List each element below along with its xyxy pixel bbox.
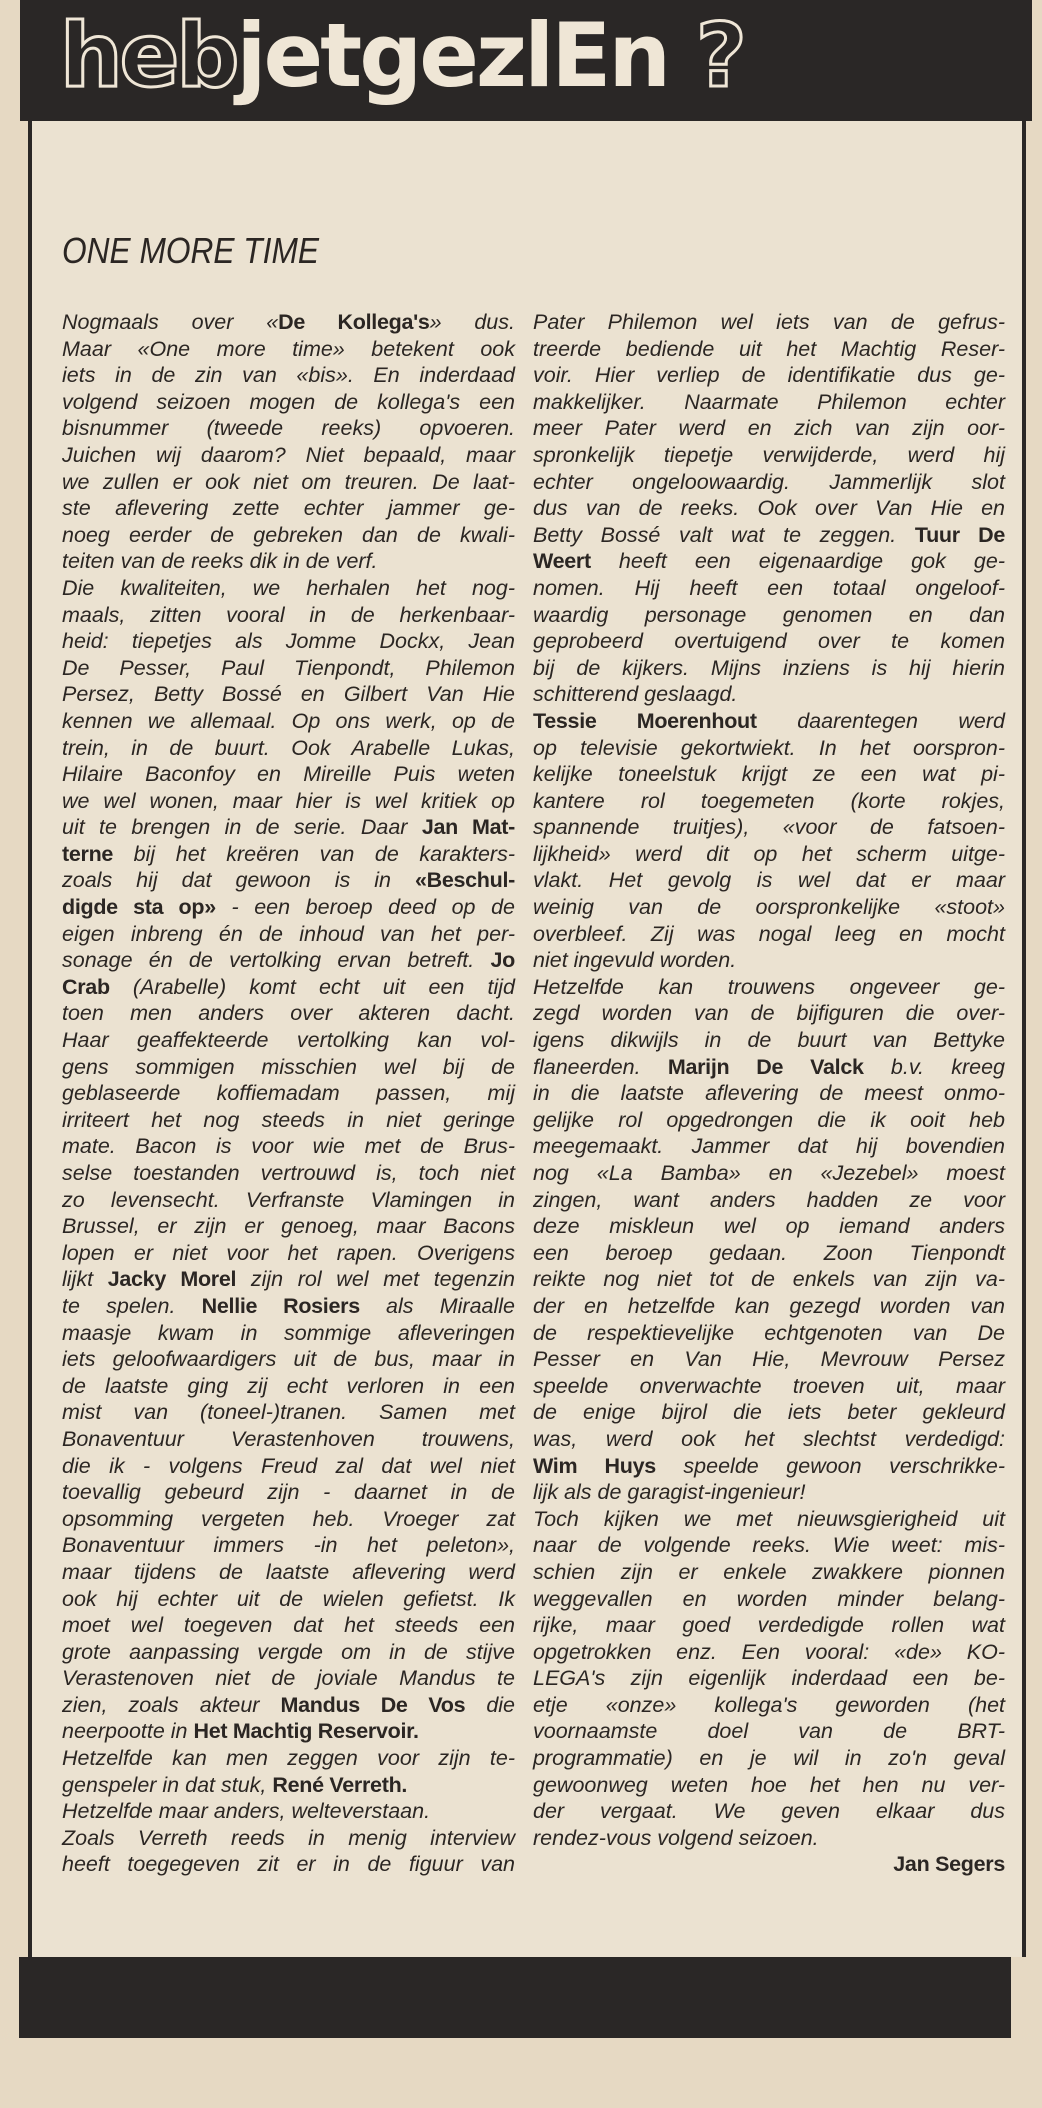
article-line <box>533 761 1005 788</box>
text-run: speelde gewoon verschrikke- <box>655 1453 1005 1478</box>
article-line <box>533 814 1005 841</box>
article-line <box>62 1825 515 1852</box>
text-run: flaneerden. <box>533 1054 668 1079</box>
text-run: Hilaire Baconfoy en Mireille Puis weten <box>62 762 515 787</box>
article-line <box>533 336 1005 363</box>
text-run: Betty Bossé valt wat te zeggen. <box>533 522 915 547</box>
text-run: Bonaventuur Verastenhoven trouwens, <box>62 1426 515 1451</box>
article-line <box>533 575 1005 602</box>
article-line <box>62 708 515 735</box>
text-run: De Pesser, Paul Tienpondt, Philemon <box>62 655 515 680</box>
article-line <box>62 1107 515 1134</box>
article-line <box>62 735 515 762</box>
text-run: lijkt <box>62 1267 108 1292</box>
text-run: maar tijdens de laatste aflevering werd <box>62 1559 515 1584</box>
logo-solid-text: jetgezlEn <box>236 4 669 107</box>
article-line <box>533 867 1005 894</box>
article-line <box>533 681 1005 708</box>
article-line <box>533 309 1005 336</box>
article-line <box>533 974 1005 1001</box>
article-line <box>62 1798 515 1825</box>
text-run: gens sommigen misschien wel bij de <box>62 1054 515 1079</box>
article-line <box>62 469 515 496</box>
bold-name: Jan Segers <box>893 1852 1005 1877</box>
article-line <box>533 362 1005 389</box>
text-run: overbleef. Zij was nogal leeg en mocht <box>533 921 1005 946</box>
text-run: kantere rol toegemeten (korte rokjes, <box>533 788 1005 813</box>
article-line <box>533 1586 1005 1613</box>
article-line <box>62 1506 515 1533</box>
article-line <box>533 708 1005 735</box>
article-line <box>62 495 515 522</box>
text-run: lijk als de garagist-ingenieur! <box>533 1480 806 1505</box>
text-run: (Arabelle) komt echt uit een tijd <box>109 974 515 999</box>
text-run: mist van (toneel-)tranen. Samen met <box>62 1400 515 1425</box>
article-line <box>62 1266 515 1293</box>
text-run: geprobeerd overtuigend over te komen <box>533 629 1005 654</box>
text-run: ook hij echter uit de wielen gefietst. Ik <box>62 1586 515 1611</box>
text-run: Nogmaals over « <box>62 310 279 334</box>
text-run: de laatste ging zij echt verloren in een <box>62 1373 515 1398</box>
text-run: waardig personage genomen en dan <box>533 602 1005 627</box>
article-line <box>62 841 515 868</box>
article-line <box>533 1133 1005 1160</box>
text-run: spronkelijk tiepetje verwijderde, werd hij <box>533 442 1005 467</box>
bold-name: Het Machtig Reservoir. <box>193 1719 419 1744</box>
text-run: Toch kijken we met nieuwsgierigheid uit <box>533 1506 1005 1531</box>
bold-name: Crab <box>62 974 110 999</box>
article-line <box>533 1506 1005 1533</box>
article-title: ONE MORE TIME <box>62 230 319 271</box>
footer-band <box>19 1957 1011 2038</box>
text-run: Verastenoven niet de joviale Mandus te <box>62 1666 515 1691</box>
article-line <box>62 1479 515 1506</box>
header-band <box>20 0 1032 121</box>
bold-name: Jan Mat- <box>421 815 515 840</box>
article-line <box>533 921 1005 948</box>
text-run: zijn rol wel met tegenzin <box>236 1267 515 1292</box>
text-run: programmatie) en je wil in zo'n geval <box>533 1746 1005 1771</box>
article-line <box>62 1399 515 1426</box>
bold-name: Tessie Moerenhout <box>533 708 757 733</box>
article-line <box>62 1054 515 1081</box>
text-run: Hetzelfde kan men zeggen voor zijn te- <box>62 1746 515 1771</box>
article-line <box>533 1213 1005 1240</box>
article-line <box>62 389 515 416</box>
text-run: Pesser en Van Hie, Mevrouw Persez <box>533 1347 1005 1372</box>
text-run: de respektievelijke echtgenoten van De <box>533 1320 1005 1345</box>
text-run: Hetzelfde kan trouwens ongeveer ge- <box>533 974 1005 999</box>
text-run: der en hetzelfde kan gezegd worden van <box>533 1293 1005 1318</box>
text-run: als Miraalle <box>359 1293 516 1318</box>
text-run: die ik - volgens Freud zal dat wel niet <box>62 1453 515 1478</box>
article-line <box>533 1745 1005 1772</box>
article-line <box>533 548 1005 575</box>
text-run: heid: tiepetjes als Jomme Dockx, Jean <box>62 629 515 654</box>
bold-name: digde sta op» <box>62 895 216 920</box>
article-line <box>62 575 515 602</box>
text-run: mate. Bacon is voor wie met de Brus- <box>62 1134 515 1159</box>
article-line <box>533 1187 1005 1214</box>
article-line <box>533 1426 1005 1453</box>
article-line <box>62 1745 515 1772</box>
article-line <box>62 867 515 894</box>
article-line <box>533 1718 1005 1745</box>
text-run: igens dikwijls in de buurt van Bettyke <box>533 1028 1005 1053</box>
text-run: daarentegen werd <box>756 708 1006 733</box>
text-run: de enige bijrol die iets beter gekleurd <box>533 1400 1005 1425</box>
article-line <box>533 1612 1005 1639</box>
text-run: die <box>465 1692 516 1717</box>
text-run: genspeler in dat stuk, <box>62 1772 273 1797</box>
text-run: gewoonweg weten hoe het hen nu ver- <box>533 1772 1005 1797</box>
article-line <box>62 1665 515 1692</box>
text-run: neerpootte in <box>62 1719 194 1744</box>
text-run: rijke, maar goed verdedigde rollen wat <box>533 1613 1005 1638</box>
article-line <box>62 681 515 708</box>
article-line <box>62 921 515 948</box>
text-run: kennen we allemaal. Op ons werk, op de <box>62 708 515 733</box>
article-line <box>62 1453 515 1480</box>
article-line <box>62 1559 515 1586</box>
text-run: opsomming vergeten heb. Vroeger zat <box>62 1506 515 1531</box>
article-line <box>62 1532 515 1559</box>
bold-name: René Verreth. <box>272 1772 408 1797</box>
text-run: reikte nog niet tot de enkels van zijn va- <box>533 1267 1005 1292</box>
article-line <box>62 522 515 549</box>
text-run: rendez-vous volgend seizoen. <box>533 1825 819 1850</box>
article-line <box>533 1665 1005 1692</box>
text-run: uit te brengen in de serie. Daar <box>62 815 422 840</box>
bold-name: terne <box>62 841 114 866</box>
article-line <box>533 1346 1005 1373</box>
text-run: speelde onverwachte troeven uit, maar <box>533 1373 1005 1398</box>
article-line <box>533 1532 1005 1559</box>
bold-name: Mandus De Vos <box>280 1692 466 1717</box>
article-line <box>533 442 1005 469</box>
article-line <box>62 336 515 363</box>
article-line <box>533 1479 1005 1506</box>
logo-outline-text: heb <box>60 4 237 107</box>
text-run: dus van de reeks. Ook over Van Hie en <box>533 496 1005 521</box>
text-run: weggevallen en worden minder belang- <box>533 1586 1005 1611</box>
article-line <box>533 1559 1005 1586</box>
text-run: maasje kwam in sommige afleveringen <box>62 1320 515 1345</box>
article-line <box>62 1718 515 1745</box>
text-run: meegemaakt. Jammer dat hij bovendien <box>533 1134 1005 1159</box>
text-run: noeg eerder de gebreken dan de kwali- <box>62 522 515 547</box>
article-line <box>62 1373 515 1400</box>
text-run: heeft toegegeven zit er in de figuur van <box>62 1852 515 1877</box>
article-line <box>533 522 1005 549</box>
text-run: sonage én de vertolking ervan betreft. <box>62 948 491 973</box>
text-run: iets in de zin van «bis». En inderdaad <box>62 363 515 388</box>
text-run: heeft een eigenaardige gok ge- <box>590 549 1005 574</box>
text-run: bisnummer (tweede reeks) opvoeren. <box>62 416 515 441</box>
text-run: Zoals Verreth reeds in menig interview <box>62 1825 515 1850</box>
text-run: geblaseerde koffiemadam passen, mij <box>62 1081 515 1106</box>
text-run: etje «onze» kollega's geworden (het <box>533 1692 1005 1717</box>
article-line <box>62 415 515 442</box>
article-line <box>533 1054 1005 1081</box>
text-run: lijkheid» werd dit op het scherm uitge- <box>533 841 1005 866</box>
article-line <box>533 1266 1005 1293</box>
text-run: makkelijker. Naarmate Philemon echter <box>533 389 1005 414</box>
article-line <box>533 735 1005 762</box>
text-run: echter ongeloowaardig. Jammerlijk slot <box>533 469 1005 494</box>
text-run: Juichen wij daarom? Niet bepaald, maar <box>62 442 515 467</box>
text-run: treerde bediende uit het Machtig Reser- <box>533 336 1005 361</box>
bold-name: De Kollega's <box>278 310 430 334</box>
text-run: b.v. kreeg <box>863 1054 1005 1079</box>
text-run: vlakt. Het gevolg is wel dat er maar <box>533 868 1005 893</box>
article-line <box>62 655 515 682</box>
article-line <box>62 309 515 336</box>
article-line <box>533 1000 1005 1027</box>
text-run: Haar geaffekteerde vertolking kan vol- <box>62 1028 515 1053</box>
article-line <box>533 1320 1005 1347</box>
text-run: irriteert het nog steeds in niet geringe <box>62 1107 515 1132</box>
article-line <box>533 1453 1005 1480</box>
article-line <box>62 1213 515 1240</box>
text-run: we zullen er ook niet om treuren. De laat- <box>62 469 515 494</box>
text-run: zo levensecht. Verfranste Vlamingen in <box>62 1187 515 1212</box>
article-line <box>533 1798 1005 1825</box>
text-run: te spelen. <box>62 1293 202 1318</box>
article-line <box>533 1107 1005 1134</box>
text-run: Maar «One more time» betekent ook <box>62 336 515 361</box>
article-line <box>533 1240 1005 1267</box>
article-line <box>62 1692 515 1719</box>
text-run: in die laatste aflevering de meest onmo- <box>533 1081 1005 1106</box>
text-run: meer Pater werd en zich van zijn oor- <box>533 416 1005 441</box>
article-line <box>62 974 515 1001</box>
article-line <box>533 1772 1005 1799</box>
article-line <box>62 1851 515 1878</box>
article-line <box>62 1320 515 1347</box>
text-run: we wel wonen, maar hier is wel kritiek op <box>62 788 515 813</box>
article-line <box>62 814 515 841</box>
text-run: trein, in de buurt. Ook Arabelle Lukas, <box>62 735 515 760</box>
text-run: selse toestanden vertrouwd is, toch niet <box>62 1161 515 1185</box>
article-line <box>62 947 515 974</box>
text-run: ste aflevering zette echter jammer ge- <box>62 496 515 521</box>
article-line <box>62 1080 515 1107</box>
text-run: bij de kijkers. Mijns inziens is hij hierin <box>533 655 1005 680</box>
text-run: iets geloofwaardigers uit de bus, maar in <box>62 1347 515 1372</box>
text-run: toen men anders over akteren dacht. <box>62 1001 515 1026</box>
text-run: zingen, want anders hadden ze voor <box>533 1187 1005 1212</box>
article-line <box>533 894 1005 921</box>
logo-question-mark: ? <box>695 4 744 107</box>
article-line <box>533 602 1005 629</box>
text-run: gelijke rol opgedrongen die ik ooit heb <box>533 1107 1005 1132</box>
text-run: voir. Hier verliep de identifikatie dus ge- <box>533 363 1005 388</box>
bold-name: «Beschul- <box>414 868 515 893</box>
text-run: een beroep gedaan. Zoon Tienpondt <box>533 1240 1005 1265</box>
text-run: volgend seizoen mogen de kollega's een <box>62 389 515 414</box>
text-run: schitterend geslaagd. <box>533 682 738 707</box>
text-run: toevallig gebeurd zijn - daarnet in de <box>62 1480 515 1505</box>
text-run: bij het kreëren van de karakters- <box>113 841 515 866</box>
text-run: niet ingevuld worden. <box>533 948 737 973</box>
text-run: Die kwaliteiten, we herhalen het nog- <box>62 575 515 600</box>
article-line <box>62 628 515 655</box>
text-run: lopen er niet voor het rapen. Overigens <box>62 1240 515 1265</box>
article-line <box>533 947 1005 974</box>
article-line <box>533 1160 1005 1187</box>
text-run: der vergaat. We geven elkaar dus <box>533 1799 1005 1824</box>
article-line <box>533 1639 1005 1666</box>
article-line <box>62 1160 515 1187</box>
text-run: naar de volgende reeks. Wie weet: mis- <box>533 1533 1005 1558</box>
text-run: nog «La Bamba» en «Jezebel» moest <box>533 1161 1005 1185</box>
text-run: moet wel toegeven dat het steeds een <box>62 1613 515 1638</box>
author-byline <box>533 1851 1005 1878</box>
text-run: nomen. Hij heeft een totaal ongeloof- <box>533 575 1005 600</box>
article-line <box>533 389 1005 416</box>
article-line <box>533 655 1005 682</box>
article-line <box>62 1000 515 1027</box>
article-line <box>62 788 515 815</box>
text-run: teiten van de reeks dik in de verf. <box>62 549 378 574</box>
text-run: Persez, Betty Bossé en Gilbert Van Hie <box>62 682 515 707</box>
text-run: eigen inbreng én de inhoud van het per- <box>62 921 515 946</box>
article-line <box>62 1346 515 1373</box>
article-column-right <box>533 309 1005 1878</box>
article-line <box>533 495 1005 522</box>
text-run: - een beroep deed op de <box>215 895 515 920</box>
article-line <box>62 1187 515 1214</box>
text-run: Pater Philemon wel iets van de gefrus- <box>533 310 1005 334</box>
text-run: schien zijn er enkele zwakkere pionnen <box>533 1559 1005 1584</box>
text-run: was, werd ook het slechtst verdedigd: <box>533 1426 1005 1451</box>
article-line <box>62 1639 515 1666</box>
text-run: op televisie gekortwiekt. In het oorspron- <box>533 735 1005 760</box>
article-line <box>533 1373 1005 1400</box>
article-line <box>533 1825 1005 1852</box>
article-line <box>62 1772 515 1799</box>
bold-name: Nellie Rosiers <box>201 1293 360 1318</box>
text-run: » dus. <box>429 310 515 334</box>
text-run: zien, zoals akteur <box>62 1692 281 1717</box>
article-line <box>62 548 515 575</box>
text-run: weinig van de oorspronkelijke «stoot» <box>533 895 1005 920</box>
bold-name: Wim Huys <box>533 1453 656 1478</box>
article-line <box>62 1293 515 1320</box>
text-run: kelijke toneelstuk krijgt ze een wat pi- <box>533 762 1005 787</box>
article-line <box>533 1027 1005 1054</box>
bold-name: Marijn De Valck <box>667 1054 864 1079</box>
article-line <box>533 841 1005 868</box>
article-column-left <box>62 309 515 1878</box>
text-run: LEGA's zijn eigenlijk inderdaad een be- <box>533 1666 1005 1691</box>
article-line <box>62 1133 515 1160</box>
text-run: spannende truitjes), «voor de fatsoen- <box>533 815 1005 840</box>
article-line <box>62 894 515 921</box>
article-line <box>62 761 515 788</box>
text-run: voornaamste doel van de BRT- <box>533 1719 1005 1744</box>
article-line <box>533 788 1005 815</box>
article-line <box>533 1293 1005 1320</box>
article-line <box>62 362 515 389</box>
article-line <box>62 1612 515 1639</box>
column-logo <box>60 6 744 106</box>
bold-name: Tuur De <box>914 522 1006 547</box>
bold-name: Jo <box>490 948 515 973</box>
bold-name: Weert <box>533 549 591 574</box>
text-run: deze miskleun wel op iemand anders <box>533 1214 1005 1239</box>
bold-name: Jacky Morel <box>107 1267 237 1292</box>
text-run: Bonaventuur immers -in het peleton», <box>62 1533 515 1558</box>
article-line <box>533 1692 1005 1719</box>
article-line <box>62 442 515 469</box>
article-line <box>533 628 1005 655</box>
article-line <box>62 602 515 629</box>
article-line <box>62 1426 515 1453</box>
article-line <box>533 469 1005 496</box>
article-line <box>533 415 1005 442</box>
text-run: zoals hij dat gewoon is in <box>62 868 415 893</box>
article-line <box>62 1240 515 1267</box>
text-run: grote aanpassing vergde om in de stijve <box>62 1639 515 1664</box>
article-line <box>533 1080 1005 1107</box>
article-line <box>62 1586 515 1613</box>
article-line <box>533 1399 1005 1426</box>
text-run: opgetrokken enz. Een vooral: «de» KO- <box>533 1639 1005 1664</box>
text-run: Hetzelfde maar anders, welteverstaan. <box>62 1799 431 1824</box>
text-run: maals, zitten vooral in de herkenbaar- <box>62 602 515 627</box>
article-line <box>62 1027 515 1054</box>
text-run: zegd worden van de bijfiguren die over- <box>533 1001 1005 1026</box>
text-run: Brussel, er zijn er genoeg, maar Bacons <box>62 1214 515 1239</box>
